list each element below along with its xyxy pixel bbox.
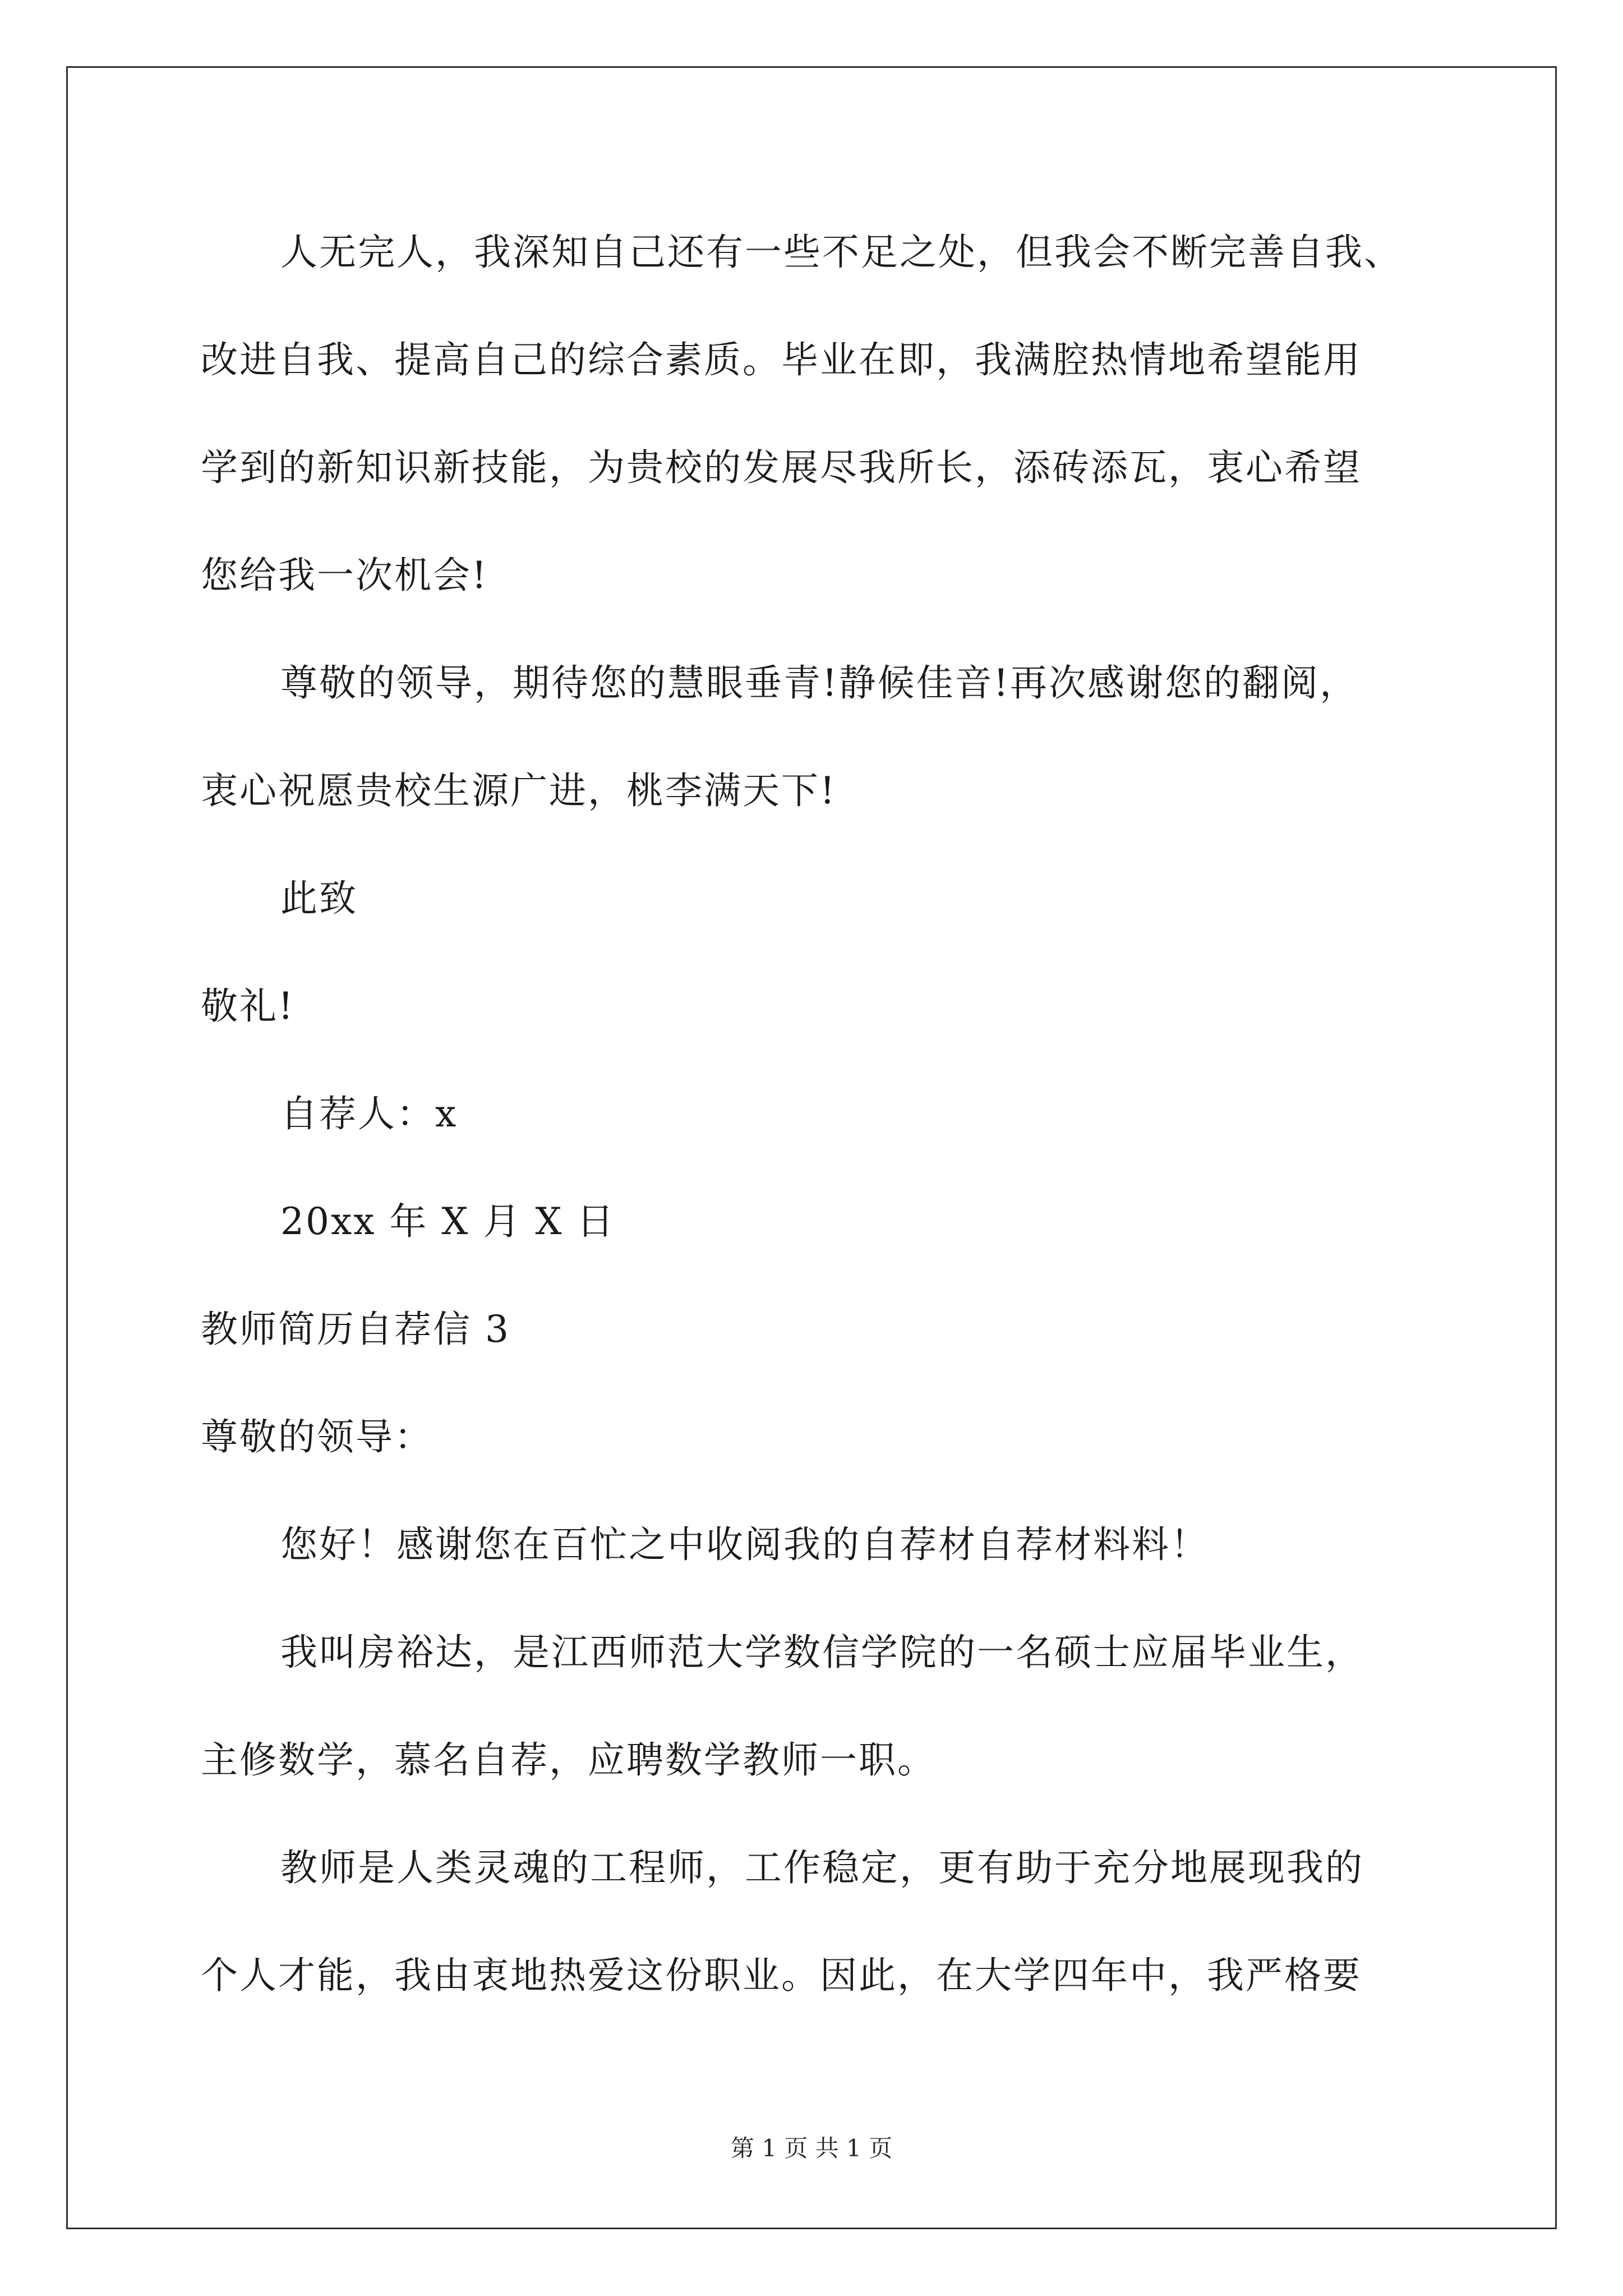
paragraph-line: 教师是人类灵魂的工程师，工作稳定，更有助于充分地展现我的 [280,1846,1364,1889]
paragraph-line: 您给我一次机会! [201,554,488,597]
greeting-line: 尊敬的领导： [201,1415,433,1458]
paragraph-line: 您好！感谢您在百忙之中收阅我的自荐材自荐材料料！ [280,1523,1209,1566]
signature-line: 自荐人：x [280,1092,458,1135]
page-border [66,66,1557,2229]
paragraph-line: 改进自我、提高自己的综合素质。毕业在即，我满腔热情地希望能用 [201,338,1362,381]
paragraph-line: 尊敬的领导，期待您的慧眼垂青!静候佳音!再次感谢您的翻阅， [280,661,1359,705]
salutation-line: 敬礼! [201,984,295,1028]
paragraph-line: 衷心祝愿贵校生源广进，桃李满天下! [201,769,837,812]
paragraph-line: 人无完人，我深知自己还有一些不足之处，但我会不断完善自我、 [280,231,1403,274]
paragraph-line: 主修数学，慕名自荐，应聘数学教师一职。 [201,1738,936,1782]
paragraph-line: 学到的新知识新技能，为贵校的发展尽我所长，添砖添瓦，衷心希望 [201,446,1362,489]
paragraph-line: 个人才能，我由衷地热爱这份职业。因此，在大学四年中，我严格要 [201,1954,1362,1997]
section-title: 教师简历自荐信 3 [201,1308,510,1351]
date-line: 20xx 年 X 月 X 日 [280,1200,616,1243]
paragraph-line: 我叫房裕达，是江西师范大学数信学院的一名硕士应届毕业生， [280,1631,1364,1674]
closing-line: 此致 [280,877,358,920]
page-footer: 第 1 页 共 1 页 [730,2134,893,2162]
